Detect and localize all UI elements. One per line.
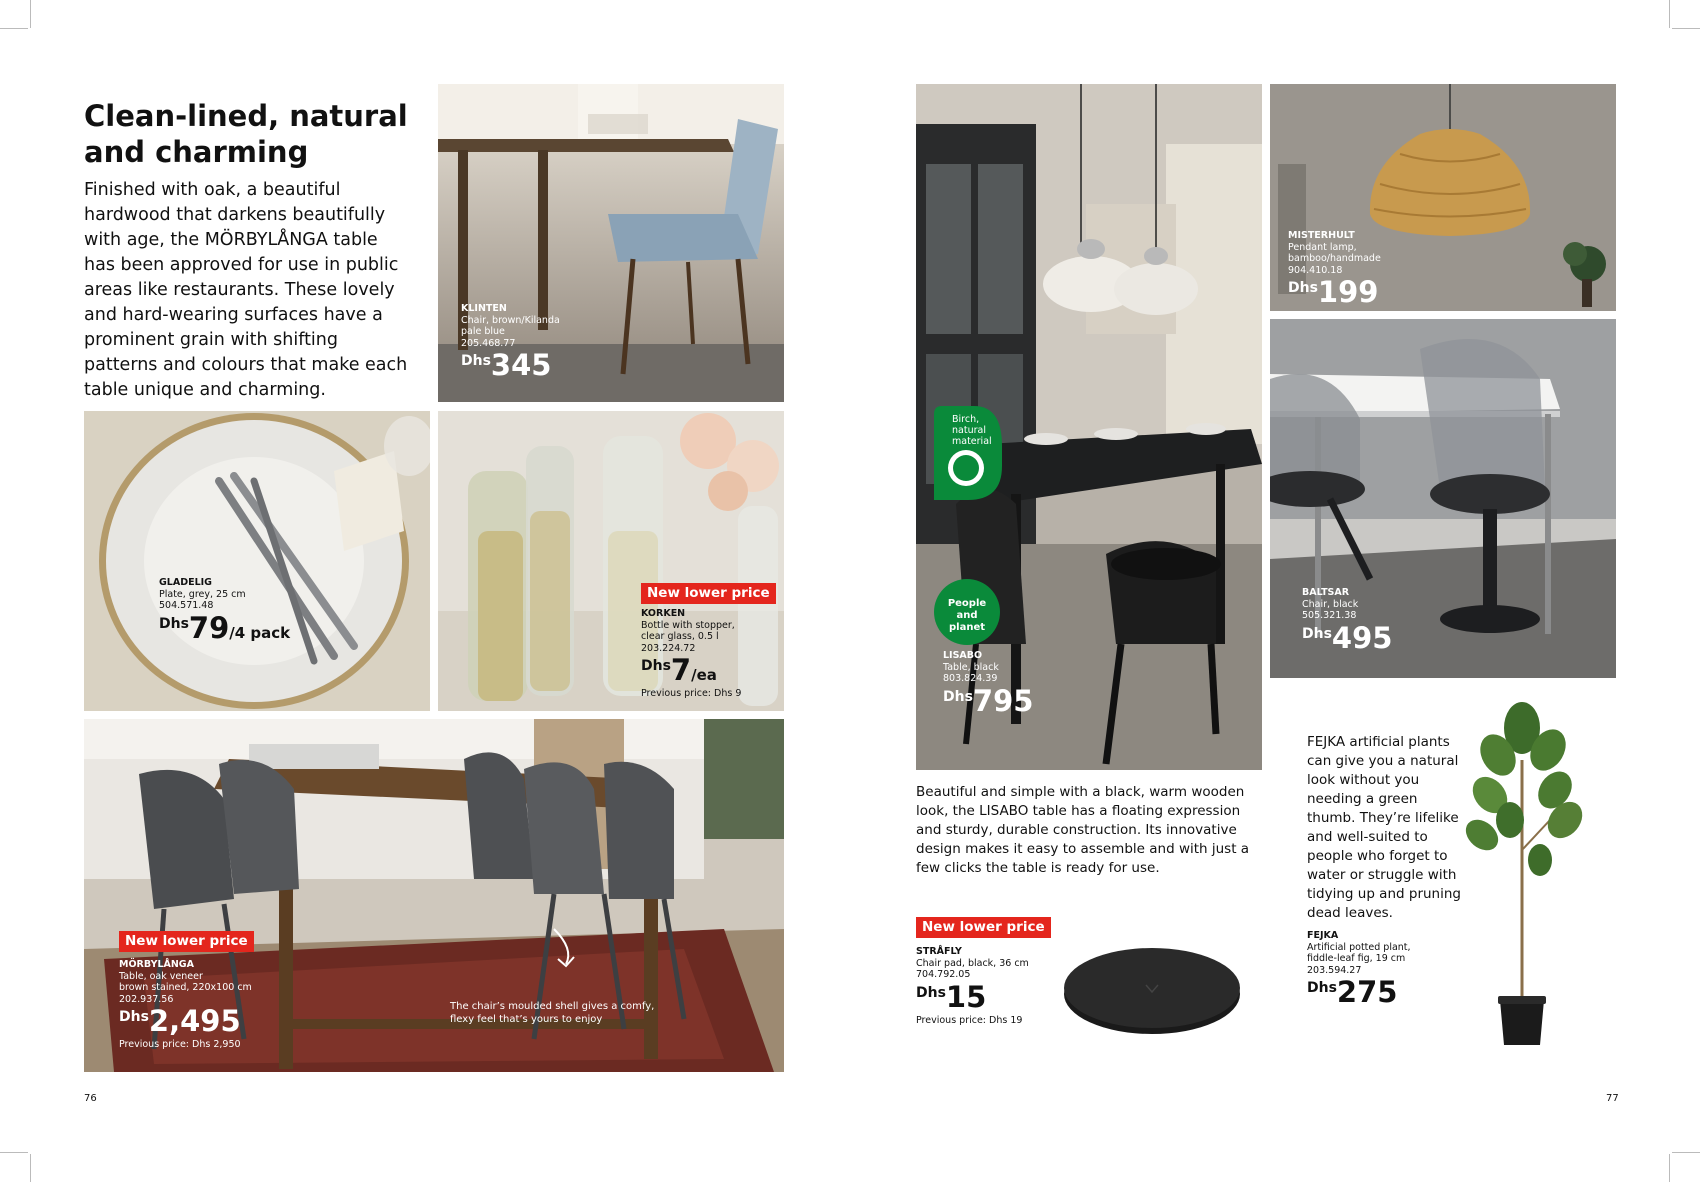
product-name: LISABO [943, 650, 983, 661]
product-tag-baltsar [1302, 587, 1392, 653]
misterhult-photo [1270, 84, 1616, 311]
product-desc: brown stained, 220x100 cm [119, 982, 252, 993]
product-name: MISTERHULT [1288, 230, 1355, 241]
crop-mark [0, 1152, 28, 1153]
badge-label: Birch, natural material [952, 414, 992, 447]
product-desc: fiddle-leaf fig, 19 cm [1307, 953, 1406, 964]
article-number: 203.224.72 [641, 642, 696, 654]
product-desc: Chair, black [1302, 598, 1359, 610]
product-name: BALTSAR [1302, 587, 1350, 598]
product-tag-klinten [461, 303, 560, 380]
product-desc: Table, oak veneer [119, 970, 203, 982]
product-tag-fejka [1307, 930, 1411, 1007]
article-number: 505.321.38 [1302, 610, 1357, 621]
crop-mark [30, 1154, 31, 1182]
product-name: FEJKA [1307, 930, 1339, 941]
product-desc: Artificial potted plant, [1307, 941, 1411, 953]
product-desc: Table, black [943, 661, 999, 673]
product-tag-misterhult [1288, 230, 1381, 307]
article-number: 504.571.48 [159, 600, 214, 611]
article-number: 904.410.18 [1288, 264, 1343, 276]
birch-material-badge [934, 406, 1002, 500]
article-number: 704.792.05 [916, 969, 971, 980]
gladelig-photo [84, 411, 430, 711]
page-number-right: 77 [1606, 1093, 1619, 1104]
product-desc: Chair, brown/Kilanda [461, 314, 560, 326]
new-lower-price-badge: New lower price [119, 931, 254, 952]
product-name: MÖRBYLÅNGA [119, 959, 194, 970]
product-name: KLINTEN [461, 303, 507, 314]
crop-mark [30, 0, 31, 28]
klinten-photo [438, 84, 784, 402]
korken-photo [438, 411, 784, 711]
price: Dhs275 [1307, 975, 1398, 1009]
product-tag-strafly [916, 946, 1029, 1026]
price: Dhs495 [1302, 620, 1393, 655]
badge-label: People and planet [947, 598, 987, 633]
potted-plant-image [1460, 700, 1590, 1050]
crop-mark [1669, 1154, 1670, 1182]
product-tag-morbylanga [119, 959, 252, 1051]
previous-price: Previous price: Dhs 9 [641, 688, 742, 699]
chair-caption: The chair’s moulded shell gives a comfy, flexy feel that’s yours to enjoy [450, 1001, 655, 1025]
crop-mark [1672, 28, 1700, 29]
article-number: 203.594.27 [1307, 964, 1362, 976]
product-desc: bamboo/handmade [1288, 253, 1381, 264]
product-desc: clear glass, 0.5 l [641, 631, 719, 642]
previous-price: Previous price: Dhs 19 [916, 1014, 1023, 1026]
price: Dhs345 [461, 348, 552, 382]
product-tag-lisabo [943, 650, 1033, 716]
article-number: 803.824.39 [943, 673, 998, 684]
page-number-left: 76 [84, 1093, 97, 1104]
article-number: 205.468.77 [461, 337, 516, 349]
crop-mark [1669, 0, 1670, 28]
lisabo-description: Beautiful and simple with a black, warm wooden look, the LISABO table has a floating expression and sturdy, durable construction. Its innovative design makes it easy to assemble and with just a few clicks the table is ready for use. [916, 784, 1250, 876]
price: Dhs795 [943, 683, 1034, 718]
fejka-description: FEJKA artificial plants can give you a natural look without you needing a green thumb. They’re lifelike and well-suited to people who forget to water or struggle with tidying up and pruning dead leaves. [1307, 734, 1461, 921]
crop-mark [0, 28, 28, 29]
product-name: KORKEN [641, 608, 686, 619]
plate-image [84, 411, 430, 711]
price: Dhs2,495 [119, 1004, 241, 1038]
price: Dhs199 [1288, 275, 1379, 309]
new-lower-price-badge: New lower price [916, 917, 1051, 938]
people-planet-badge [934, 579, 1000, 645]
baltsar-photo [1270, 319, 1616, 678]
product-desc: Plate, grey, 25 cm [159, 588, 246, 600]
price: Dhs7/ea [641, 653, 717, 687]
price: Dhs15 [916, 979, 987, 1014]
product-name: STRÅFLY [916, 946, 962, 957]
product-desc: Pendant lamp, [1288, 241, 1357, 253]
crop-mark [1672, 1152, 1700, 1153]
price: Dhs79/4 pack [159, 610, 291, 645]
product-desc: Bottle with stopper, [641, 619, 735, 631]
new-lower-price-badge: New lower price [641, 583, 776, 604]
morbylanga-photo [84, 719, 784, 1072]
lisabo-photo [916, 84, 1262, 770]
article-number: 202.937.56 [119, 993, 174, 1005]
product-name: GLADELIG [159, 577, 212, 588]
page-heading: Clean-lined, natural and charming [84, 99, 408, 169]
product-desc: Chair pad, black, 36 cm [916, 957, 1029, 969]
previous-price: Previous price: Dhs 2,950 [119, 1039, 241, 1050]
intro-paragraph: Finished with oak, a beautiful hardwood that darkens beautifully with age, the MÖRBYLÅNGA table has been approved for use in public areas like restaurants. These lovely and hard-wearing surfaces have a prominent grain with shifting patterns and colours that make each table unique and charming. [84, 180, 408, 400]
product-desc: pale blue [461, 326, 505, 337]
chair-pad-image [1060, 940, 1244, 1036]
product-tag-gladelig [159, 577, 290, 643]
product-tag-korken [641, 608, 741, 700]
